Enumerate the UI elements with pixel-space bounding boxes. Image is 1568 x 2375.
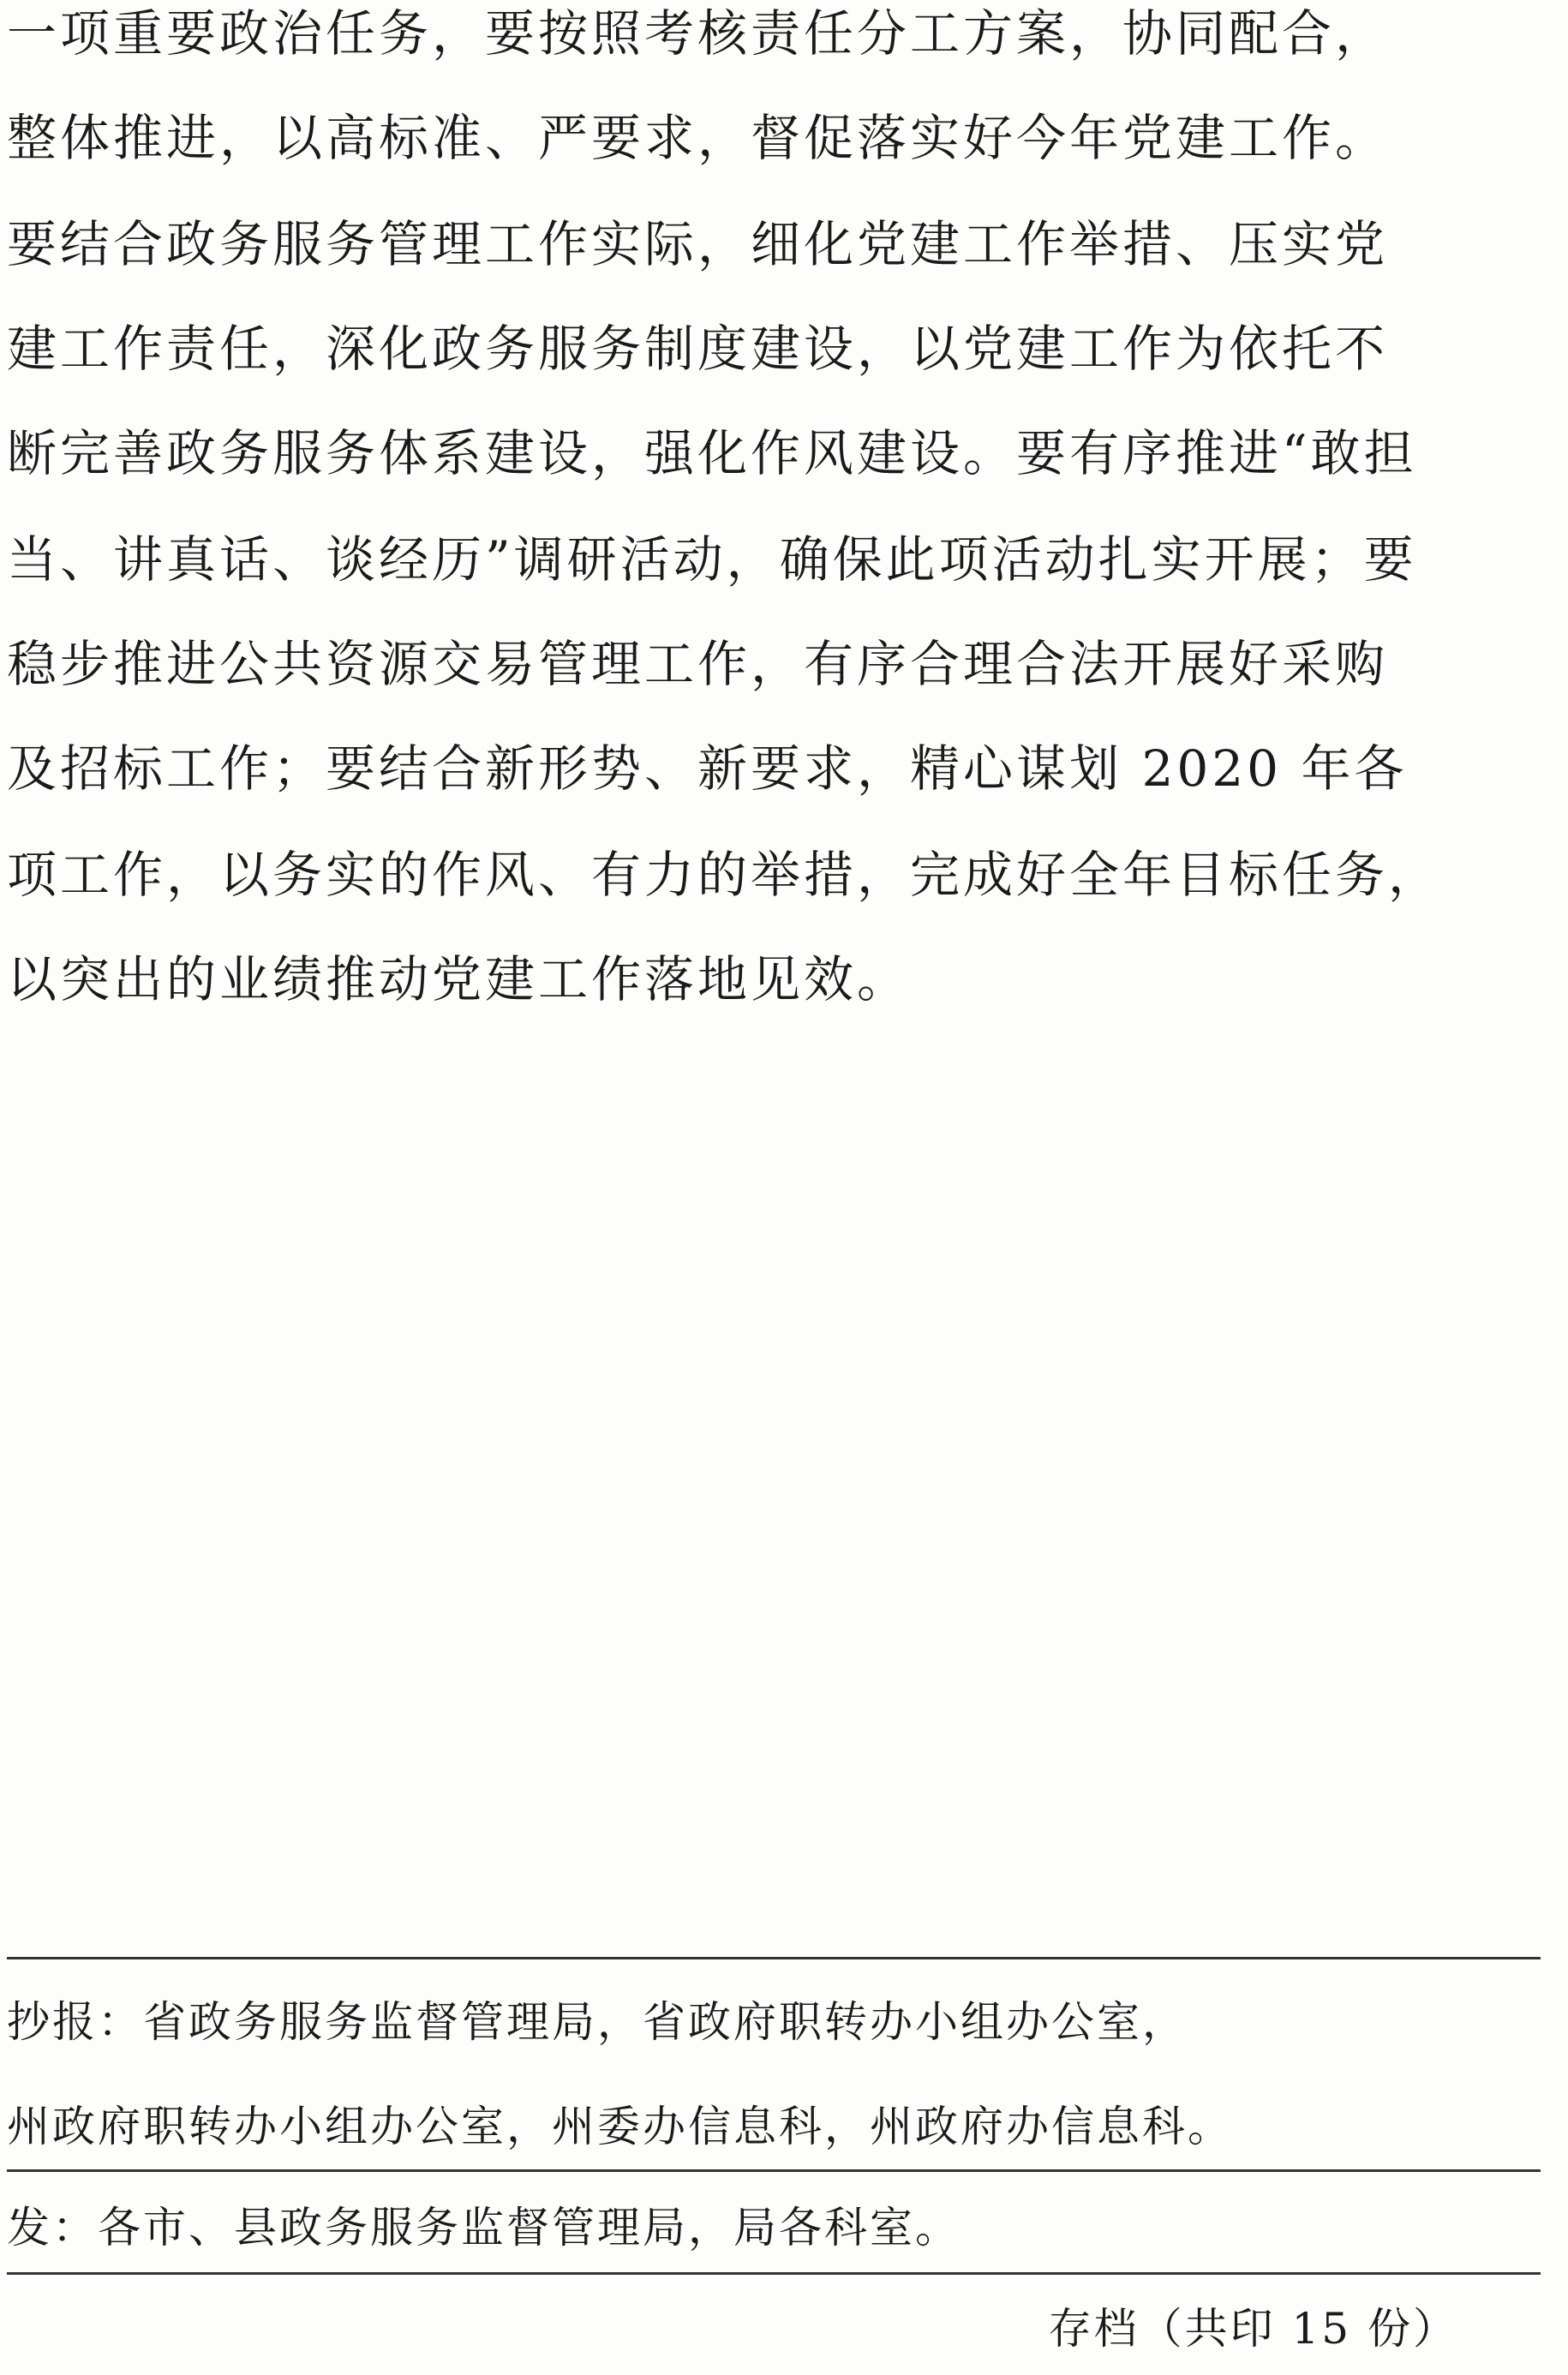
cc-report-line-2: 州政府职转办小组办公室，州委办信息科，州政府办信息科。 [7,2102,1233,2151]
archive-note: 存档（共印 15 份） [1048,2304,1458,2354]
body-line-7: 稳步推进公共资源交易管理工作，有序合理合法开展好采购 [7,635,1389,693]
body-line-3: 要结合政务服务管理工作实际，细化党建工作举措、压实党 [7,215,1389,273]
body-line-2: 整体推进，以高标准、严要求，督促落实好今年党建工作。 [7,109,1389,167]
body-line-10: 以突出的业绩推动党建工作落地见效。 [7,950,911,1008]
body-line-1: 一项重要政治任务，要按照考核责任分工方案，协同配合， [7,4,1389,63]
cc-report-line-1: 抄报：省政务服务监督管理局，省政府职转办小组办公室， [7,1997,1188,2047]
distribution-line: 发：各市、县政务服务监督管理局，局各科室。 [7,2203,961,2252]
body-line-8: 及招标工作；要结合新形势、新要求，精心谋划 2020 年各 [7,739,1408,798]
footer-rule-middle [7,2169,1541,2172]
body-line-6: 当、讲真话、谈经历”调研活动，确保此项活动扎实开展；要 [7,530,1417,589]
body-line-9: 项工作，以务实的作风、有力的举措，完成好全年目标任务， [7,846,1442,904]
footer-rule-bottom [7,2272,1541,2275]
footer-rule-top [7,1957,1541,1959]
body-line-5: 断完善政务服务体系建设，强化作风建设。要有序推进“敢担 [7,424,1417,482]
body-line-4: 建工作责任，深化政务服务制度建设，以党建工作为依托不 [7,320,1389,378]
